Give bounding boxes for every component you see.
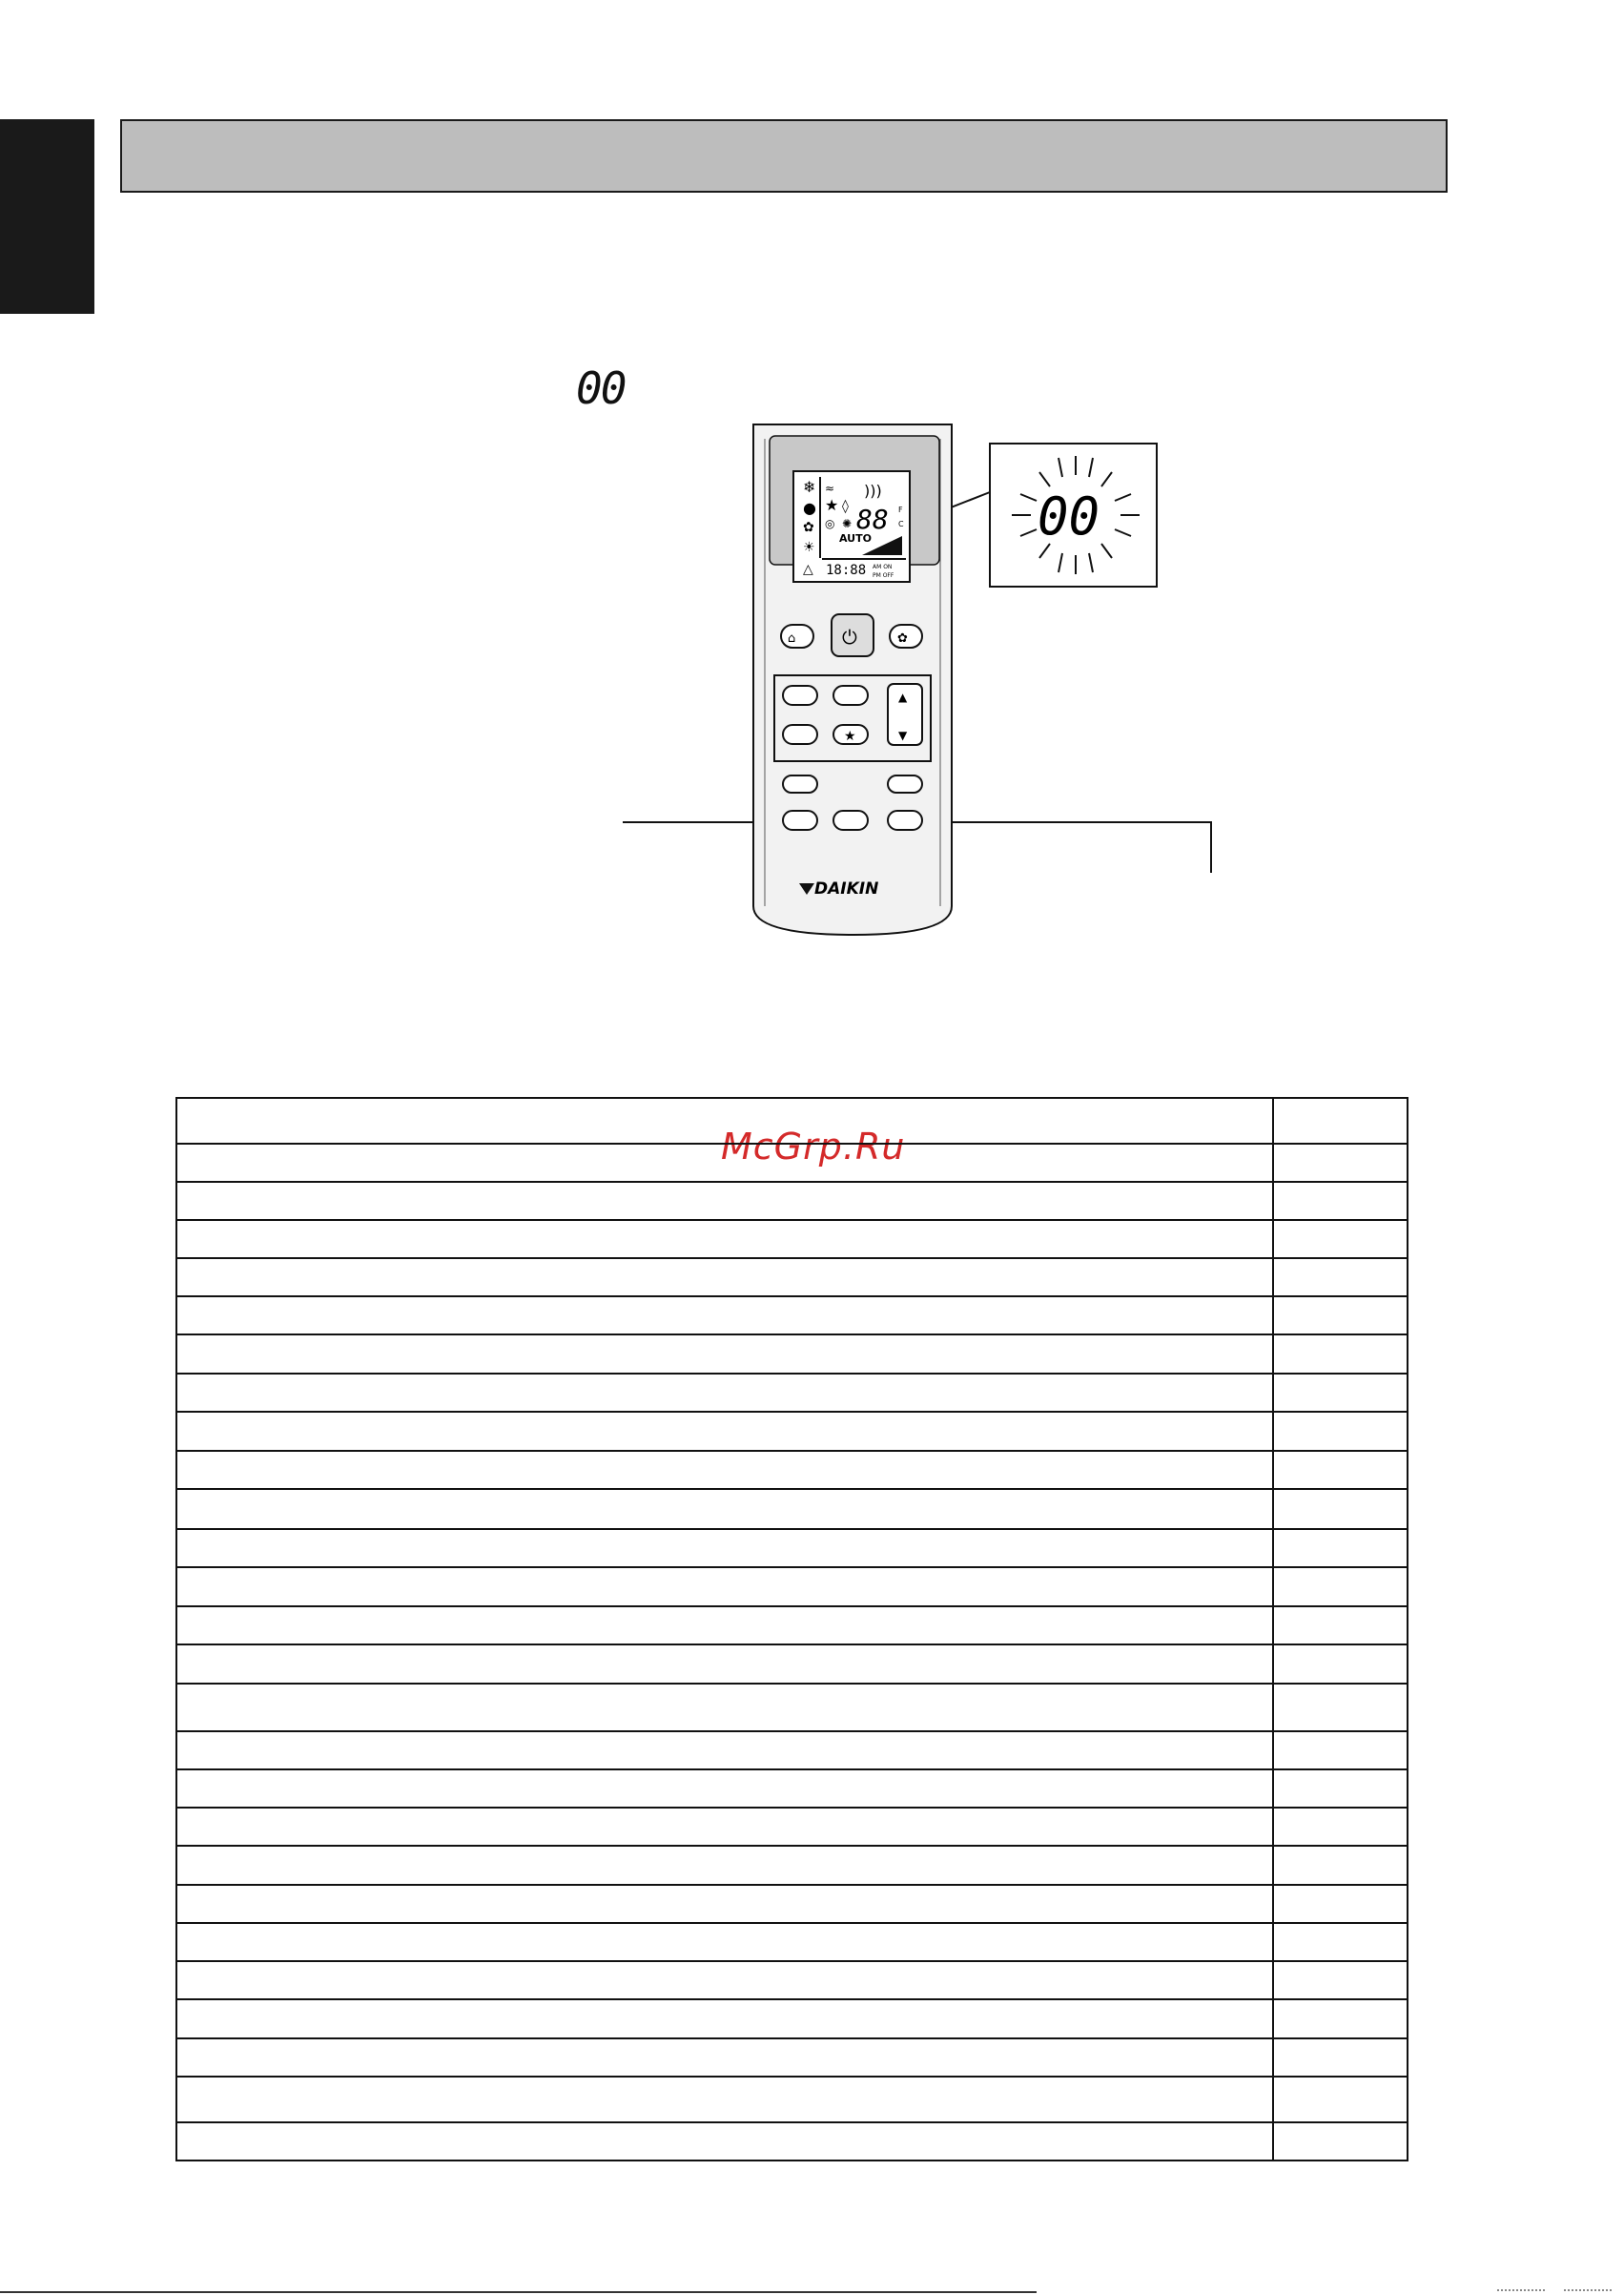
brand-label: DAIKIN: [814, 879, 879, 899]
table-row: [176, 1412, 1408, 1451]
lcd-timer-am-on: AM ON: [873, 564, 893, 570]
footer-dots-2: [1564, 2289, 1612, 2293]
table-cell-side: [1273, 1885, 1408, 1923]
table-row: [176, 2122, 1408, 2161]
table-cell-main: [176, 1489, 1273, 1529]
table-row: [176, 1923, 1408, 1961]
table-cell-main: [176, 1334, 1273, 1374]
lcd-unit-c: C: [898, 520, 904, 528]
table-cell-side: [1273, 1769, 1408, 1808]
table-cell-main: [176, 1296, 1273, 1334]
lcd-auto-label: AUTO: [839, 532, 872, 545]
table-cell-main: [176, 1567, 1273, 1606]
fan-icon: ✿: [897, 631, 908, 646]
table-cell-main: [176, 2077, 1273, 2122]
table-row: [176, 1529, 1408, 1567]
table-cell-main: [176, 1182, 1273, 1220]
table-cell-side: [1273, 1334, 1408, 1374]
fan-mode-icon: ✿: [803, 520, 814, 535]
footer-dots-1: [1497, 2289, 1545, 2293]
power-icon: ⏻: [842, 626, 857, 649]
right-callout-line: [914, 822, 1211, 873]
cool-icon: ❄: [803, 478, 816, 496]
table-cell-main: [176, 1374, 1273, 1412]
table-cell-side: [1273, 1846, 1408, 1885]
table-row: [176, 1220, 1408, 1258]
bottom-button-center[interactable]: [833, 811, 868, 830]
table-row: [176, 1731, 1408, 1769]
table-row: [176, 1769, 1408, 1808]
table-cell-side: [1273, 1684, 1408, 1731]
table-row: [176, 1144, 1408, 1182]
table-row: [176, 1606, 1408, 1644]
table-row: [176, 1808, 1408, 1846]
table-cell-main: [176, 1098, 1273, 1144]
table-cell-side: [1273, 1529, 1408, 1567]
table-cell-side: [1273, 1567, 1408, 1606]
table-row: [176, 1644, 1408, 1684]
table-cell-main: [176, 1684, 1273, 1731]
table-cell-main: [176, 1808, 1273, 1846]
table-cell-main: [176, 1961, 1273, 1999]
eco-icon: ◎: [825, 517, 835, 530]
footer-rule: [0, 2291, 1037, 2293]
table-cell-main: [176, 1923, 1273, 1961]
data-table: [175, 1097, 1408, 2161]
swing-button[interactable]: [781, 625, 813, 648]
warning-icon: △: [803, 562, 813, 577]
table-row: [176, 1374, 1408, 1412]
table-row: [176, 1451, 1408, 1489]
table-row: [176, 1334, 1408, 1374]
table-cell-side: [1273, 1412, 1408, 1451]
table-row: [176, 1846, 1408, 1885]
table-cell-main: [176, 1644, 1273, 1684]
table-cell-side: [1273, 1999, 1408, 2038]
table-cell-side: [1273, 2122, 1408, 2161]
table-cell-main: [176, 1529, 1273, 1567]
group-button-2[interactable]: [833, 686, 868, 705]
table-cell-side: [1273, 1258, 1408, 1296]
group-button-1[interactable]: [783, 686, 817, 705]
table-row: [176, 1961, 1408, 1999]
lcd-timer-pm-off: PM OFF: [873, 572, 894, 579]
table-row: [176, 1885, 1408, 1923]
down-arrow-icon: ▼: [898, 729, 908, 742]
table-row: [176, 2038, 1408, 2077]
table-cell-side: [1273, 1374, 1408, 1412]
table-cell-main: [176, 1999, 1273, 2038]
zoom-callout-digits: 00: [1038, 486, 1100, 547]
table-cell-side: [1273, 1731, 1408, 1769]
table-row: [176, 1258, 1408, 1296]
table-row: [176, 1098, 1408, 1144]
table-cell-main: [176, 1451, 1273, 1489]
table-cell-main: [176, 1606, 1273, 1644]
table-cell-side: [1273, 1451, 1408, 1489]
table-cell-side: [1273, 2038, 1408, 2077]
table-row: [176, 1296, 1408, 1334]
sun-icon: ✺: [842, 517, 853, 530]
table-cell-side: [1273, 1644, 1408, 1684]
lcd-temp-digits: 88: [856, 504, 889, 535]
table-cell-main: [176, 1144, 1273, 1182]
table-cell-side: [1273, 1808, 1408, 1846]
table-cell-main: [176, 1412, 1273, 1451]
table-row: [176, 1999, 1408, 2038]
table-cell-side: [1273, 1296, 1408, 1334]
table-cell-main: [176, 1846, 1273, 1885]
table-cell-main: [176, 1769, 1273, 1808]
table-cell-side: [1273, 1961, 1408, 1999]
table-cell-main: [176, 1258, 1273, 1296]
bottom-button-left[interactable]: [783, 811, 817, 830]
group-button-3[interactable]: [783, 725, 817, 744]
star-icon: ★: [844, 729, 856, 744]
section-header-band: [120, 119, 1448, 193]
table-cell-side: [1273, 1489, 1408, 1529]
table-cell-main: [176, 2038, 1273, 2077]
table-cell-main: [176, 1731, 1273, 1769]
heat-icon: ☀: [803, 540, 815, 555]
table-row: [176, 1182, 1408, 1220]
table-row: [176, 2077, 1408, 2122]
lcd-timer-digits: 18:88: [826, 563, 867, 578]
table-cell-side: [1273, 1182, 1408, 1220]
table-row: [176, 1567, 1408, 1606]
table-cell-side: [1273, 1220, 1408, 1258]
swing-icon: ⌂: [788, 631, 796, 646]
up-arrow-icon: ▲: [898, 691, 908, 704]
table-cell-main: [176, 2122, 1273, 2161]
table-cell-main: [176, 1220, 1273, 1258]
table-row: [176, 1684, 1408, 1731]
signal-icon: ))): [864, 482, 882, 500]
lower-button-right[interactable]: [888, 775, 922, 793]
remote-control-illustration: [610, 420, 1221, 954]
blinking-digits-indicator: 00: [576, 362, 626, 414]
table-cell-side: [1273, 1144, 1408, 1182]
table-row: [176, 1489, 1408, 1529]
table-cell-main: [176, 1885, 1273, 1923]
table-cell-side: [1273, 2077, 1408, 2122]
side-tab-marker: [0, 119, 94, 314]
table-cell-side: [1273, 1606, 1408, 1644]
swing-lcd-icon: ≈: [825, 482, 835, 495]
star-lcd-icon: ★: [825, 496, 839, 514]
watermark-text: McGrp.Ru: [721, 1126, 906, 1168]
dry-icon: ●: [803, 499, 816, 517]
table-cell-side: [1273, 1098, 1408, 1144]
bottom-button-right[interactable]: [888, 811, 922, 830]
table-cell-side: [1273, 1923, 1408, 1961]
drop-icon: ◊: [842, 499, 849, 514]
lower-button-left[interactable]: [783, 775, 817, 793]
lcd-unit-f: F: [898, 506, 903, 514]
